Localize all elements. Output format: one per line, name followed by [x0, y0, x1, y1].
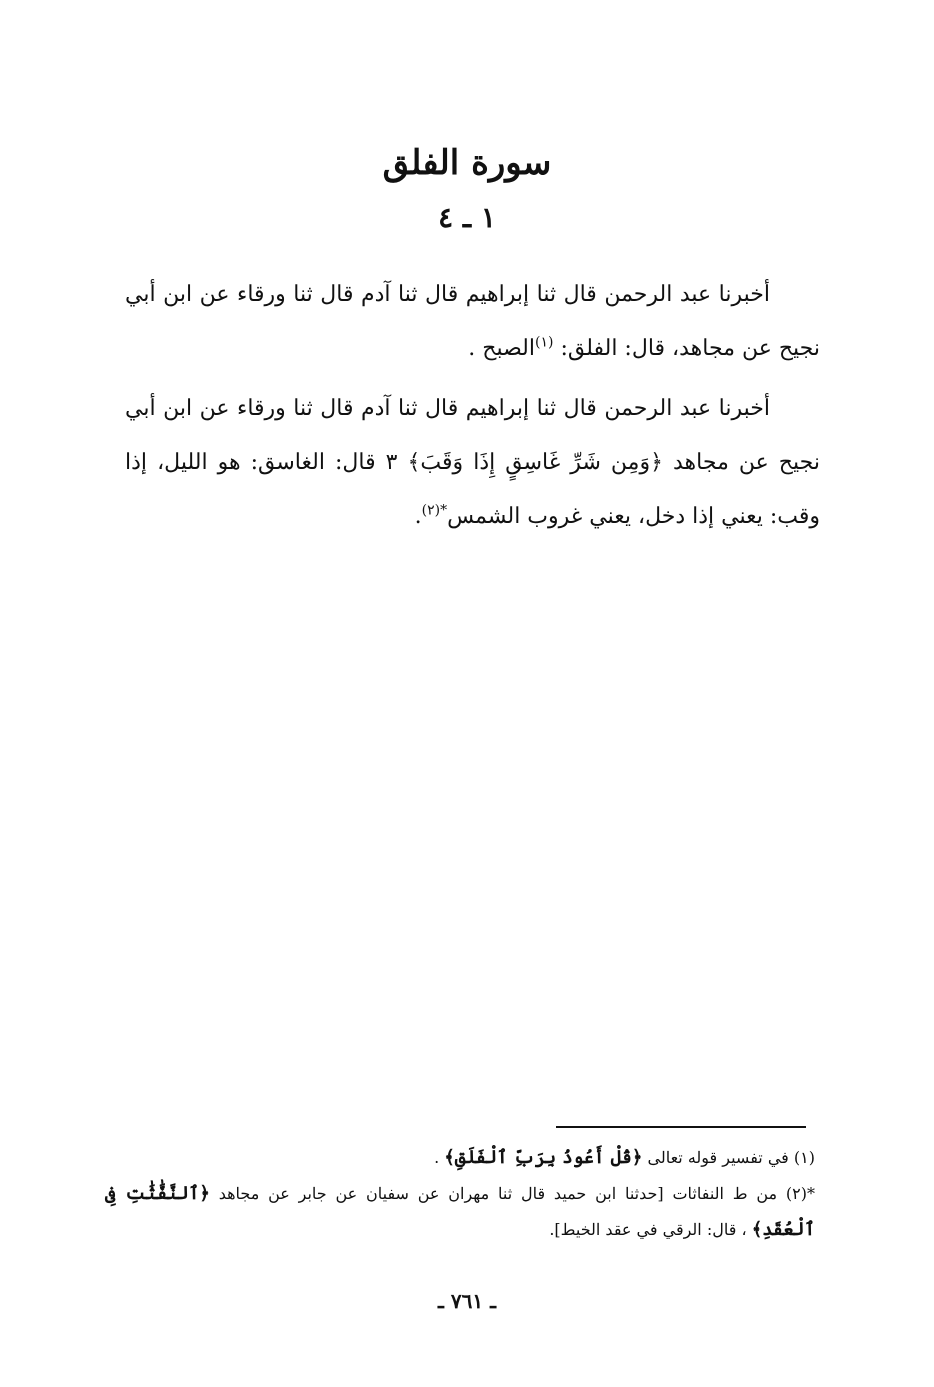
footnotes [105, 1140, 815, 1248]
page-number: ـ ٧٦١ ـ [438, 1289, 496, 1313]
paragraph-2-text-end: . [414, 504, 422, 529]
footnote-ref-2[interactable]: *(٢) [421, 502, 448, 519]
surah-title: سورة الفلق [382, 143, 552, 183]
paragraph-1 [125, 268, 820, 376]
paragraph-2 [125, 382, 820, 544]
paragraph-2-text-mid: ٣ قال: الغاسق: هو الليل، إذا وقب: يعني إذا دخل، يعني غروب الشمس [125, 450, 820, 529]
paragraph-1-text: أخبرنا عبد الرحمن قال ثنا إبراهيم قال ثنا آدم قال ثنا ورقاء عن ابن أبي نجيح عن مجاهد، قال: الفلق: [125, 282, 820, 361]
footnote-1-text: (١) في تفسير قوله تعالى [642, 1148, 815, 1167]
paragraph-1-text-end: الصبح . [468, 336, 535, 361]
footnote-2-quran: ﴿ٱلنَّفَّٰثَٰتِ فِى ٱلْعُقَدِ﴾ [105, 1183, 815, 1240]
footnote-2 [105, 1176, 815, 1248]
verse-range: ١ ـ ٤ [438, 201, 496, 234]
footnote-1-quran: ﴿قُلْ أَعُوذُ بِرَبِّ ٱلْفَلَقِ﴾ [444, 1147, 643, 1168]
footnote-2-text: *(٢) من ط النفاثات [حدثنا ابن حميد قال ثنا مهران عن سفيان عن جابر عن مجاهد [209, 1184, 815, 1203]
footnote-1-tail: . [434, 1148, 445, 1167]
footnote-divider [556, 1126, 806, 1128]
footnote-1 [105, 1140, 815, 1176]
footnote-2-tail: ، قال: الرقي في عقد الخيط]. [549, 1220, 752, 1239]
paragraph-2-text: أخبرنا عبد الرحمن قال ثنا إبراهيم قال ثنا آدم قال ثنا ورقاء عن ابن أبي نجيح عن مجاهد [125, 396, 820, 475]
footnote-ref-1[interactable]: (١) [534, 334, 554, 351]
commentary-body [125, 268, 820, 550]
quran-verse: ﴿وَمِن شَرِّ غَاسِقٍ إِذَا وَقَبَ﴾ [407, 450, 663, 475]
